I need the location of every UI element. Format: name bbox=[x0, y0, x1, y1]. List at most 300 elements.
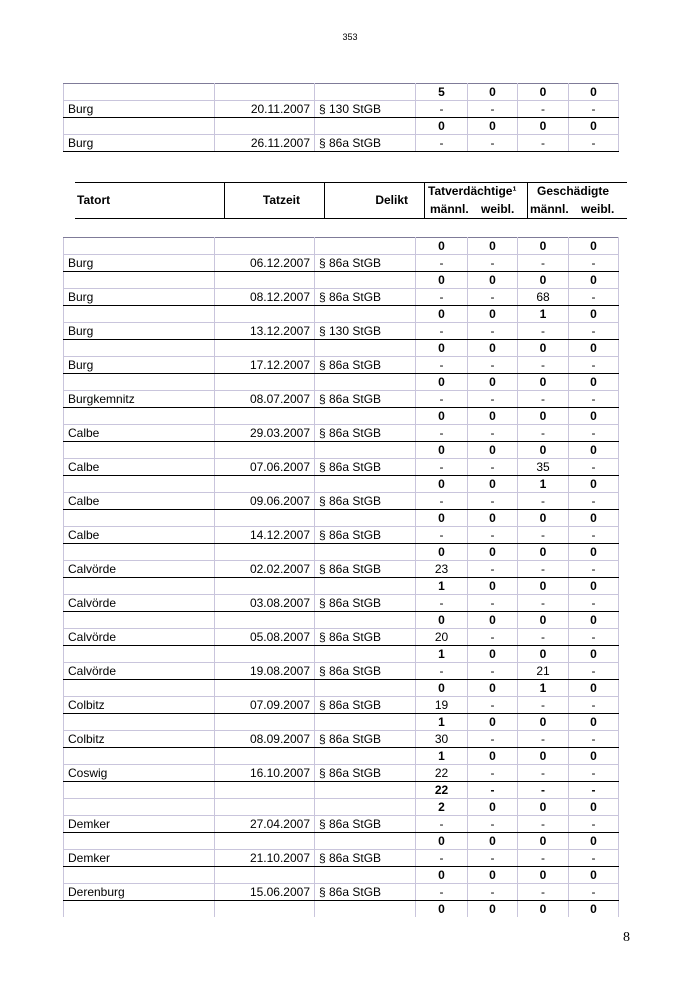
g-maennl-cell: - bbox=[518, 101, 569, 118]
g-maennl-cell: 0 bbox=[518, 118, 569, 135]
delikt-cell: § 86a StGB bbox=[315, 629, 416, 646]
delikt-cell: § 86a StGB bbox=[315, 884, 416, 901]
header-tatverdaechtige: Tatverdächtige¹ bbox=[428, 184, 517, 198]
tv-maennl-cell: 5 bbox=[416, 84, 468, 101]
tatzeit-cell bbox=[215, 544, 315, 561]
tatort-cell bbox=[64, 408, 215, 425]
tv-weibl-cell: - bbox=[468, 255, 518, 272]
header-g-weibl: weibl. bbox=[581, 202, 615, 216]
g-weibl-cell: 0 bbox=[569, 901, 619, 918]
tatzeit-cell bbox=[215, 340, 315, 357]
main-table bbox=[63, 237, 619, 917]
tatzeit-cell: 08.12.2007 bbox=[215, 289, 315, 306]
g-weibl-cell: 0 bbox=[569, 833, 619, 850]
tatzeit-cell bbox=[215, 612, 315, 629]
tv-maennl-cell: - bbox=[416, 595, 468, 612]
tv-maennl-cell: - bbox=[416, 663, 468, 680]
tv-maennl-cell: 23 bbox=[416, 561, 468, 578]
g-maennl-cell: 1 bbox=[518, 476, 569, 493]
g-maennl-cell: - bbox=[518, 731, 569, 748]
summary-row bbox=[64, 646, 619, 663]
delikt-cell bbox=[315, 340, 416, 357]
tatzeit-cell bbox=[215, 510, 315, 527]
delikt-cell: § 86a StGB bbox=[315, 816, 416, 833]
delikt-cell bbox=[315, 118, 416, 135]
delikt-cell: § 86a StGB bbox=[315, 765, 416, 782]
delikt-cell: § 86a StGB bbox=[315, 135, 416, 152]
g-weibl-cell: - bbox=[569, 697, 619, 714]
tatort-cell bbox=[64, 867, 215, 884]
tv-weibl-cell: - bbox=[468, 357, 518, 374]
tv-weibl-cell: - bbox=[468, 391, 518, 408]
table-row bbox=[64, 323, 619, 340]
g-maennl-cell: 0 bbox=[518, 442, 569, 459]
delikt-cell: § 86a StGB bbox=[315, 697, 416, 714]
summary-row bbox=[64, 306, 619, 323]
summary-row bbox=[64, 544, 619, 561]
table-row bbox=[64, 527, 619, 544]
g-weibl-cell: 0 bbox=[569, 238, 619, 255]
g-weibl-cell: - bbox=[569, 289, 619, 306]
tv-weibl-cell: 0 bbox=[468, 612, 518, 629]
g-weibl-cell: - bbox=[569, 595, 619, 612]
summary-row bbox=[64, 867, 619, 884]
tv-weibl-cell: 0 bbox=[468, 272, 518, 289]
g-maennl-cell: 0 bbox=[518, 374, 569, 391]
tatzeit-cell: 02.02.2007 bbox=[215, 561, 315, 578]
g-weibl-cell: - bbox=[569, 391, 619, 408]
g-maennl-cell: - bbox=[518, 850, 569, 867]
g-weibl-cell: 0 bbox=[569, 680, 619, 697]
tatort-cell bbox=[64, 680, 215, 697]
tatzeit-cell bbox=[215, 867, 315, 884]
g-maennl-cell: - bbox=[518, 816, 569, 833]
tv-weibl-cell: 0 bbox=[468, 476, 518, 493]
tatort-cell: Burg bbox=[64, 289, 215, 306]
g-maennl-cell: 0 bbox=[518, 799, 569, 816]
tatzeit-cell bbox=[215, 748, 315, 765]
summary-row bbox=[64, 714, 619, 731]
tv-weibl-cell: 0 bbox=[468, 374, 518, 391]
tatzeit-cell: 15.06.2007 bbox=[215, 884, 315, 901]
tatort-cell bbox=[64, 782, 215, 799]
tv-maennl-cell: - bbox=[416, 101, 468, 118]
tatzeit-cell bbox=[215, 118, 315, 135]
summary-row bbox=[64, 476, 619, 493]
delikt-cell bbox=[315, 238, 416, 255]
tatzeit-cell: 21.10.2007 bbox=[215, 850, 315, 867]
delikt-cell bbox=[315, 748, 416, 765]
tv-weibl-cell: - bbox=[468, 289, 518, 306]
tatzeit-cell bbox=[215, 680, 315, 697]
delikt-cell bbox=[315, 612, 416, 629]
g-weibl-cell: 0 bbox=[569, 867, 619, 884]
tv-maennl-cell: 1 bbox=[416, 578, 468, 595]
tv-maennl-cell: - bbox=[416, 493, 468, 510]
g-maennl-cell: - bbox=[518, 595, 569, 612]
tatort-cell: Calvörde bbox=[64, 629, 215, 646]
tatort-cell bbox=[64, 901, 215, 918]
g-weibl-cell: - bbox=[569, 884, 619, 901]
tatort-cell: Colbitz bbox=[64, 731, 215, 748]
tv-weibl-cell: - bbox=[468, 731, 518, 748]
tv-maennl-cell: - bbox=[416, 135, 468, 152]
g-weibl-cell: - bbox=[569, 323, 619, 340]
tv-weibl-cell: 0 bbox=[468, 901, 518, 918]
g-maennl-cell: 0 bbox=[518, 833, 569, 850]
table-row bbox=[64, 595, 619, 612]
g-maennl-cell: - bbox=[518, 255, 569, 272]
table-row bbox=[64, 731, 619, 748]
g-weibl-cell: - bbox=[569, 135, 619, 152]
g-maennl-cell: - bbox=[518, 884, 569, 901]
tatort-cell bbox=[64, 272, 215, 289]
tv-weibl-cell: - bbox=[468, 850, 518, 867]
g-maennl-cell: - bbox=[518, 629, 569, 646]
g-weibl-cell: - bbox=[569, 663, 619, 680]
tatort-cell bbox=[64, 476, 215, 493]
g-maennl-cell: 0 bbox=[518, 238, 569, 255]
tv-maennl-cell: 19 bbox=[416, 697, 468, 714]
delikt-cell: § 86a StGB bbox=[315, 391, 416, 408]
tv-maennl-cell: - bbox=[416, 527, 468, 544]
g-weibl-cell: - bbox=[569, 850, 619, 867]
delikt-cell bbox=[315, 510, 416, 527]
header-geschaedigte: Geschädigte bbox=[537, 184, 610, 198]
g-maennl-cell: - bbox=[518, 391, 569, 408]
tatzeit-cell: 03.08.2007 bbox=[215, 595, 315, 612]
table-row bbox=[64, 357, 619, 374]
delikt-cell bbox=[315, 680, 416, 697]
tv-maennl-cell: - bbox=[416, 850, 468, 867]
tatzeit-cell: 13.12.2007 bbox=[215, 323, 315, 340]
tatort-cell: Coswig bbox=[64, 765, 215, 782]
delikt-cell bbox=[315, 901, 416, 918]
delikt-cell bbox=[315, 442, 416, 459]
tatort-cell bbox=[64, 340, 215, 357]
tv-weibl-cell: 0 bbox=[468, 544, 518, 561]
tatzeit-cell bbox=[215, 306, 315, 323]
tv-maennl-cell: 0 bbox=[416, 442, 468, 459]
tatzeit-cell bbox=[215, 833, 315, 850]
table-row bbox=[64, 255, 619, 272]
tatort-cell: Calbe bbox=[64, 425, 215, 442]
g-maennl-cell: 0 bbox=[518, 612, 569, 629]
g-maennl-cell: 1 bbox=[518, 306, 569, 323]
g-weibl-cell: 0 bbox=[569, 272, 619, 289]
tv-weibl-cell: 0 bbox=[468, 408, 518, 425]
tv-weibl-cell: 0 bbox=[468, 680, 518, 697]
tv-maennl-cell: 0 bbox=[416, 867, 468, 884]
tv-maennl-cell: 0 bbox=[416, 510, 468, 527]
tatzeit-cell bbox=[215, 782, 315, 799]
tv-weibl-cell: 0 bbox=[468, 340, 518, 357]
tv-maennl-cell: 0 bbox=[416, 272, 468, 289]
delikt-cell: § 86a StGB bbox=[315, 595, 416, 612]
summary-row bbox=[64, 612, 619, 629]
table-row bbox=[64, 884, 619, 901]
delikt-cell: § 86a StGB bbox=[315, 493, 416, 510]
delikt-cell bbox=[315, 646, 416, 663]
tv-maennl-cell: 22 bbox=[416, 782, 468, 799]
summary-row bbox=[64, 374, 619, 391]
table-row bbox=[64, 697, 619, 714]
tatzeit-cell: 07.09.2007 bbox=[215, 697, 315, 714]
g-maennl-cell: - bbox=[518, 135, 569, 152]
tv-weibl-cell: 0 bbox=[468, 578, 518, 595]
top-table bbox=[63, 83, 619, 152]
table-row bbox=[64, 629, 619, 646]
tv-maennl-cell: - bbox=[416, 289, 468, 306]
tv-weibl-cell: - bbox=[468, 493, 518, 510]
tv-maennl-cell: 0 bbox=[416, 680, 468, 697]
summary-row bbox=[64, 833, 619, 850]
tv-maennl-cell: 0 bbox=[416, 306, 468, 323]
delikt-cell: § 86a StGB bbox=[315, 255, 416, 272]
tatzeit-cell: 07.06.2007 bbox=[215, 459, 315, 476]
g-maennl-cell: 0 bbox=[518, 408, 569, 425]
tv-weibl-cell: - bbox=[468, 459, 518, 476]
delikt-cell: § 86a StGB bbox=[315, 527, 416, 544]
tv-maennl-cell: 1 bbox=[416, 646, 468, 663]
tatort-cell bbox=[64, 646, 215, 663]
g-weibl-cell: 0 bbox=[569, 748, 619, 765]
tv-maennl-cell: 0 bbox=[416, 238, 468, 255]
tv-maennl-cell: - bbox=[416, 459, 468, 476]
summary-row bbox=[64, 510, 619, 527]
delikt-cell: § 86a StGB bbox=[315, 289, 416, 306]
tv-weibl-cell: 0 bbox=[468, 646, 518, 663]
tatzeit-cell: 27.04.2007 bbox=[215, 816, 315, 833]
tatort-cell bbox=[64, 84, 215, 101]
g-weibl-cell: 0 bbox=[569, 612, 619, 629]
tv-weibl-cell: - bbox=[468, 561, 518, 578]
g-maennl-cell: 21 bbox=[518, 663, 569, 680]
tv-maennl-cell: 1 bbox=[416, 714, 468, 731]
g-weibl-cell: - bbox=[569, 782, 619, 799]
tatzeit-cell: 16.10.2007 bbox=[215, 765, 315, 782]
g-maennl-cell: 0 bbox=[518, 901, 569, 918]
delikt-cell bbox=[315, 476, 416, 493]
tatort-cell bbox=[64, 510, 215, 527]
tv-weibl-cell: - bbox=[468, 135, 518, 152]
tatort-cell: Colbitz bbox=[64, 697, 215, 714]
header-tv-maennl: männl. bbox=[430, 202, 469, 216]
tv-maennl-cell: 20 bbox=[416, 629, 468, 646]
header-tv-weibl: weibl. bbox=[481, 202, 515, 216]
g-weibl-cell: 0 bbox=[569, 476, 619, 493]
tatzeit-cell bbox=[215, 408, 315, 425]
delikt-cell: § 130 StGB bbox=[315, 101, 416, 118]
g-maennl-cell: - bbox=[518, 425, 569, 442]
delikt-cell bbox=[315, 782, 416, 799]
tv-maennl-cell: - bbox=[416, 391, 468, 408]
table-row bbox=[64, 289, 619, 306]
header-delikt: Delikt bbox=[375, 193, 408, 207]
tatzeit-cell: 06.12.2007 bbox=[215, 255, 315, 272]
tv-maennl-cell: 0 bbox=[416, 544, 468, 561]
summary-row bbox=[64, 408, 619, 425]
g-weibl-cell: - bbox=[569, 493, 619, 510]
tv-maennl-cell: 0 bbox=[416, 374, 468, 391]
g-weibl-cell: - bbox=[569, 765, 619, 782]
delikt-cell bbox=[315, 84, 416, 101]
tatort-cell bbox=[64, 799, 215, 816]
tatzeit-cell bbox=[215, 476, 315, 493]
tv-weibl-cell: 0 bbox=[468, 306, 518, 323]
g-weibl-cell: - bbox=[569, 357, 619, 374]
delikt-cell: § 86a StGB bbox=[315, 731, 416, 748]
g-weibl-cell: - bbox=[569, 255, 619, 272]
table-row bbox=[64, 850, 619, 867]
tatzeit-cell: 26.11.2007 bbox=[215, 135, 315, 152]
tatort-cell: Calvörde bbox=[64, 595, 215, 612]
tatort-cell: Calvörde bbox=[64, 663, 215, 680]
tv-maennl-cell: 1 bbox=[416, 748, 468, 765]
g-weibl-cell: 0 bbox=[569, 510, 619, 527]
table-row bbox=[64, 459, 619, 476]
tatort-cell bbox=[64, 612, 215, 629]
table-row bbox=[64, 493, 619, 510]
tatort-cell: Burg bbox=[64, 255, 215, 272]
tatort-cell bbox=[64, 374, 215, 391]
header-tatzeit: Tatzeit bbox=[262, 193, 300, 207]
tv-weibl-cell: - bbox=[468, 425, 518, 442]
summary-row bbox=[64, 748, 619, 765]
tatort-cell: Burg bbox=[64, 135, 215, 152]
tv-maennl-cell: - bbox=[416, 357, 468, 374]
g-weibl-cell: 0 bbox=[569, 340, 619, 357]
g-weibl-cell: - bbox=[569, 816, 619, 833]
tv-maennl-cell: 0 bbox=[416, 901, 468, 918]
g-weibl-cell: 0 bbox=[569, 442, 619, 459]
tatort-cell: Calvörde bbox=[64, 561, 215, 578]
tatort-cell: Demker bbox=[64, 850, 215, 867]
summary-row bbox=[64, 238, 619, 255]
tv-weibl-cell: - bbox=[468, 816, 518, 833]
g-maennl-cell: - bbox=[518, 782, 569, 799]
tv-weibl-cell: 0 bbox=[468, 442, 518, 459]
tatzeit-cell bbox=[215, 714, 315, 731]
g-maennl-cell: 0 bbox=[518, 544, 569, 561]
summary-row bbox=[64, 118, 619, 135]
tatort-cell bbox=[64, 833, 215, 850]
g-maennl-cell: 35 bbox=[518, 459, 569, 476]
tv-weibl-cell: - bbox=[468, 884, 518, 901]
summary-row bbox=[64, 901, 619, 918]
tatort-cell: Burg bbox=[64, 101, 215, 118]
g-maennl-cell: - bbox=[518, 493, 569, 510]
table-row bbox=[64, 101, 619, 118]
tatort-cell: Burg bbox=[64, 323, 215, 340]
tatzeit-cell: 17.12.2007 bbox=[215, 357, 315, 374]
tatzeit-cell bbox=[215, 238, 315, 255]
tatort-cell bbox=[64, 238, 215, 255]
tv-weibl-cell: - bbox=[468, 527, 518, 544]
g-weibl-cell: 0 bbox=[569, 646, 619, 663]
delikt-cell: § 86a StGB bbox=[315, 663, 416, 680]
delikt-cell bbox=[315, 374, 416, 391]
tv-maennl-cell: - bbox=[416, 323, 468, 340]
delikt-cell bbox=[315, 833, 416, 850]
delikt-cell bbox=[315, 408, 416, 425]
table-row bbox=[64, 135, 619, 152]
delikt-cell: § 130 StGB bbox=[315, 323, 416, 340]
tv-maennl-cell: 0 bbox=[416, 833, 468, 850]
g-maennl-cell: - bbox=[518, 357, 569, 374]
tatort-cell bbox=[64, 306, 215, 323]
tv-weibl-cell: - bbox=[468, 697, 518, 714]
g-maennl-cell: 0 bbox=[518, 84, 569, 101]
g-weibl-cell: - bbox=[569, 561, 619, 578]
page-number: 353 bbox=[342, 32, 358, 42]
tatort-cell: Demker bbox=[64, 816, 215, 833]
tatort-cell bbox=[64, 442, 215, 459]
delikt-cell bbox=[315, 272, 416, 289]
delikt-cell: § 86a StGB bbox=[315, 357, 416, 374]
tatzeit-cell: 20.11.2007 bbox=[215, 101, 315, 118]
tatort-cell: Calbe bbox=[64, 527, 215, 544]
tv-maennl-cell: 2 bbox=[416, 799, 468, 816]
tv-weibl-cell: - bbox=[468, 323, 518, 340]
g-maennl-cell: 0 bbox=[518, 646, 569, 663]
tv-maennl-cell: 0 bbox=[416, 612, 468, 629]
summary-row bbox=[64, 680, 619, 697]
summary-row bbox=[64, 84, 619, 101]
delikt-cell: § 86a StGB bbox=[315, 561, 416, 578]
g-weibl-cell: - bbox=[569, 731, 619, 748]
summary-row bbox=[64, 272, 619, 289]
tv-maennl-cell: 0 bbox=[416, 476, 468, 493]
tatzeit-cell bbox=[215, 272, 315, 289]
tv-weibl-cell: - bbox=[468, 595, 518, 612]
g-weibl-cell: - bbox=[569, 459, 619, 476]
tatzeit-cell bbox=[215, 646, 315, 663]
delikt-cell bbox=[315, 306, 416, 323]
summary-row bbox=[64, 782, 619, 799]
delikt-cell: § 86a StGB bbox=[315, 425, 416, 442]
g-maennl-cell: 0 bbox=[518, 867, 569, 884]
delikt-cell: § 86a StGB bbox=[315, 459, 416, 476]
table-header bbox=[75, 182, 627, 219]
tatzeit-cell bbox=[215, 578, 315, 595]
tatzeit-cell bbox=[215, 84, 315, 101]
tatort-cell bbox=[64, 578, 215, 595]
table-row bbox=[64, 425, 619, 442]
g-maennl-cell: 0 bbox=[518, 340, 569, 357]
tv-maennl-cell: 22 bbox=[416, 765, 468, 782]
tv-weibl-cell: - bbox=[468, 629, 518, 646]
g-weibl-cell: - bbox=[569, 527, 619, 544]
tv-maennl-cell: - bbox=[416, 425, 468, 442]
g-weibl-cell: 0 bbox=[569, 714, 619, 731]
g-maennl-cell: 0 bbox=[518, 510, 569, 527]
tatzeit-cell bbox=[215, 799, 315, 816]
tatzeit-cell: 05.08.2007 bbox=[215, 629, 315, 646]
tv-weibl-cell: - bbox=[468, 765, 518, 782]
g-weibl-cell: 0 bbox=[569, 799, 619, 816]
tv-maennl-cell: - bbox=[416, 816, 468, 833]
header-g-maennl: männl. bbox=[530, 202, 569, 216]
tatort-cell: Calbe bbox=[64, 493, 215, 510]
tv-weibl-cell: 0 bbox=[468, 714, 518, 731]
table-row bbox=[64, 561, 619, 578]
delikt-cell bbox=[315, 867, 416, 884]
tatzeit-cell: 08.09.2007 bbox=[215, 731, 315, 748]
g-maennl-cell: 0 bbox=[518, 578, 569, 595]
tv-weibl-cell: 0 bbox=[468, 867, 518, 884]
g-weibl-cell: - bbox=[569, 629, 619, 646]
